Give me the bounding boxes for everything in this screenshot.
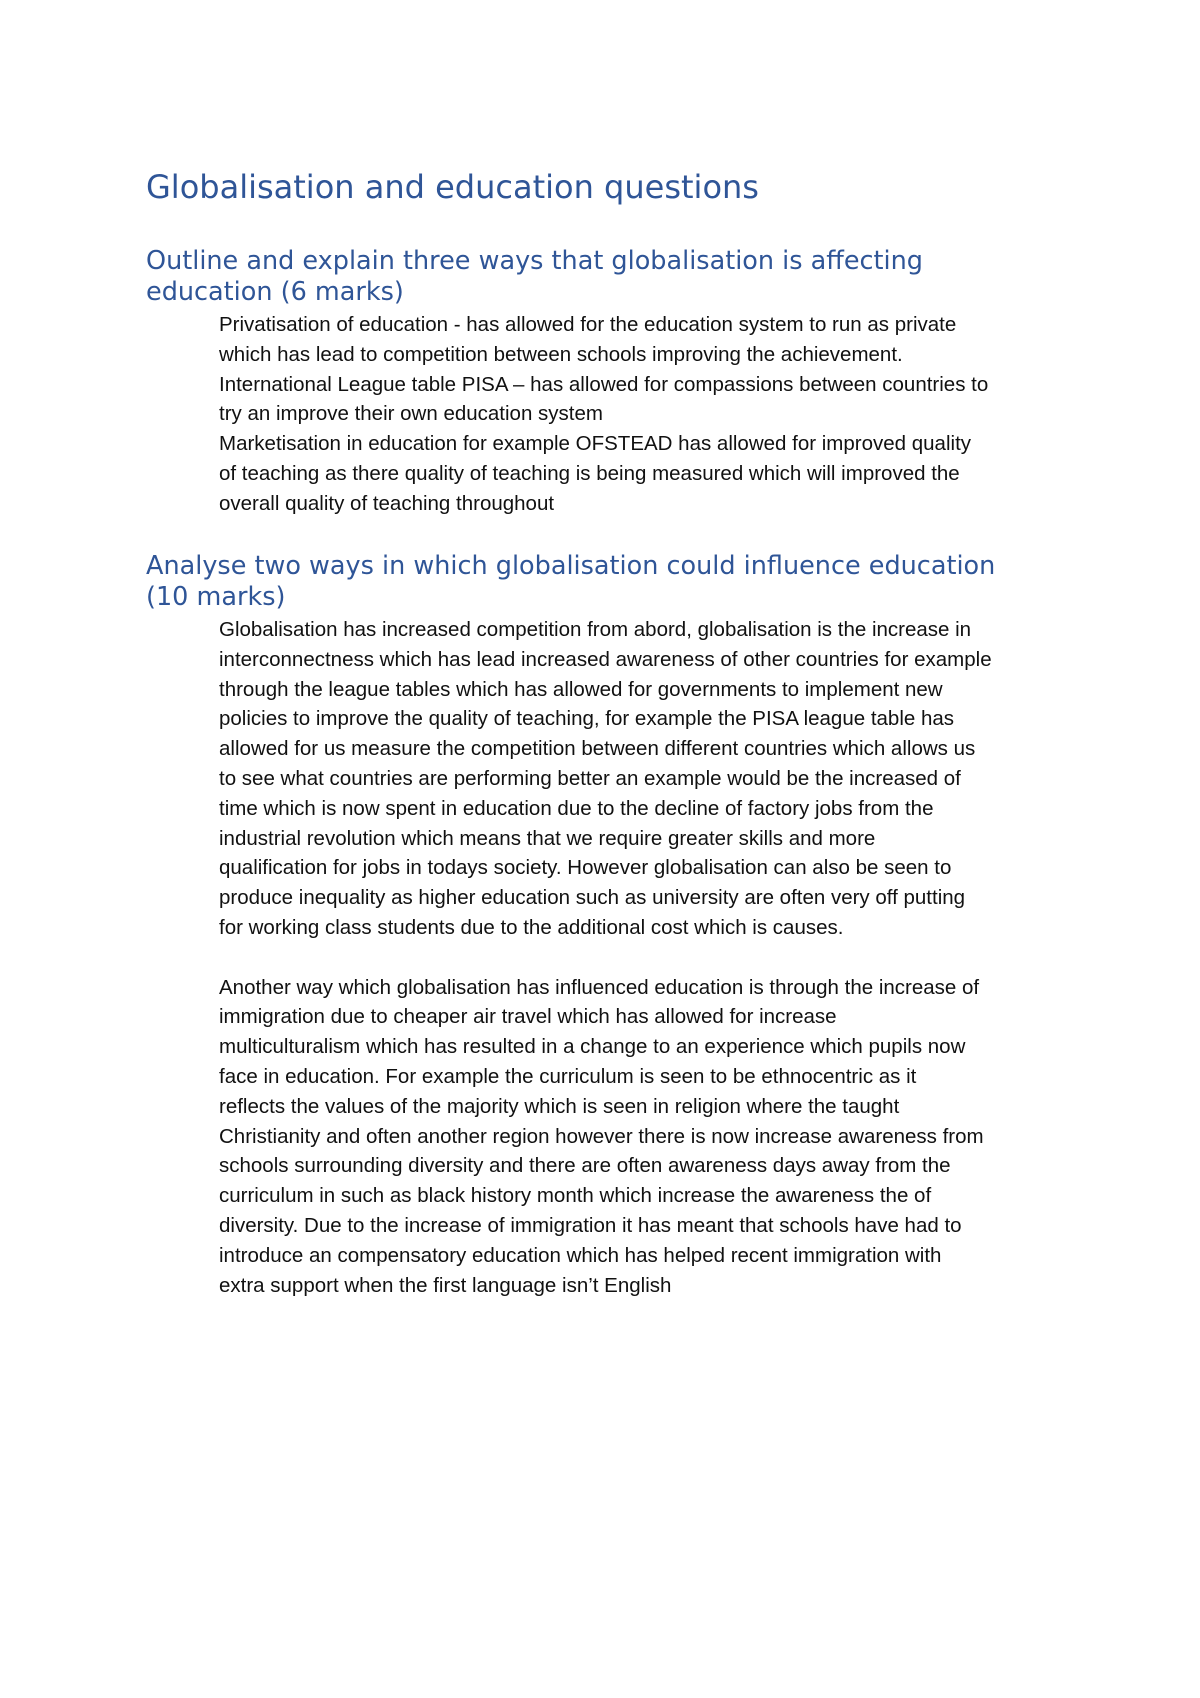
section-1-heading-line: education (6 marks) bbox=[146, 277, 404, 307]
answer-line: produce inequality as higher education such as university are often very off putting bbox=[219, 886, 966, 910]
answer-line: industrial revolution which means that we require greater skills and more bbox=[219, 826, 876, 850]
answer-line: of teaching as there quality of teaching is being measured which will improved the bbox=[219, 461, 960, 485]
answer-line: interconnectness which has lead increased awareness of other countries for example bbox=[219, 647, 992, 671]
answer-line: allowed for us measure the competition between different countries which allows us bbox=[219, 737, 976, 761]
document-title: Globalisation and education questions bbox=[146, 168, 759, 206]
answer-line: curriculum in such as black history month which increase the awareness the of bbox=[219, 1184, 932, 1208]
answer-line: Marketisation in education for example OFSTEAD has allowed for improved quality bbox=[219, 432, 972, 456]
answer-line: introduce an compensatory education which has helped recent immigration with bbox=[219, 1243, 942, 1267]
section-2-heading-line: Analyse two ways in which globalisation could influence education bbox=[146, 551, 996, 581]
answer-line: try an improve their own education system bbox=[219, 402, 603, 426]
section-1-answer bbox=[219, 310, 1079, 519]
answer-line: diversity. Due to the increase of immigration it has meant that schools have had to bbox=[219, 1213, 962, 1237]
section-1-heading bbox=[146, 246, 1046, 308]
answer-line: reflects the values of the majority which is seen in religion where the taught bbox=[219, 1094, 900, 1118]
answer-line: to see what countries are performing better an example would be the increased of bbox=[219, 766, 961, 790]
paragraph-gap bbox=[219, 943, 1079, 973]
answer-line: Another way which globalisation has influenced education is through the increase of bbox=[219, 975, 980, 999]
answer-line: extra support when the first language isn’t English bbox=[219, 1273, 672, 1297]
section-2-heading bbox=[146, 551, 1046, 613]
answer-line: policies to improve the quality of teaching, for example the PISA league table has bbox=[219, 707, 955, 731]
section-2-heading-line: (10 marks) bbox=[146, 582, 286, 612]
section-2-answer bbox=[219, 615, 1079, 1300]
answer-line: multiculturalism which has resulted in a change to an experience which pupils now bbox=[219, 1035, 966, 1059]
answer-line: which has lead to competition between schools improving the achievement. bbox=[219, 342, 903, 366]
section-1-heading-line: Outline and explain three ways that globalisation is affecting bbox=[146, 246, 923, 276]
answer-line: Privatisation of education - has allowed for the education system to run as private bbox=[219, 313, 957, 336]
answer-line: time which is now spent in education due to the decline of factory jobs from the bbox=[219, 796, 934, 820]
answer-line: for working class students due to the additional cost which is causes. bbox=[219, 915, 844, 939]
answer-line: International League table PISA – has allowed for compassions between countries to bbox=[219, 372, 989, 396]
answer-line: through the league tables which has allowed for governments to implement new bbox=[219, 677, 943, 701]
answer-line: schools surrounding diversity and there are often awareness days away from the bbox=[219, 1154, 951, 1178]
answer-line: Globalisation has increased competition from abord, globalisation is the increase in bbox=[219, 618, 972, 641]
answer-line: qualification for jobs in todays society. However globalisation can also be seen to bbox=[219, 856, 952, 880]
answer-line: Christianity and often another region however there is now increase awareness from bbox=[219, 1124, 984, 1148]
answer-line: face in education. For example the curriculum is seen to be ethnocentric as it bbox=[219, 1064, 917, 1088]
answer-line: overall quality of teaching throughout bbox=[219, 491, 555, 515]
answer-line: immigration due to cheaper air travel which has allowed for increase bbox=[219, 1005, 837, 1029]
